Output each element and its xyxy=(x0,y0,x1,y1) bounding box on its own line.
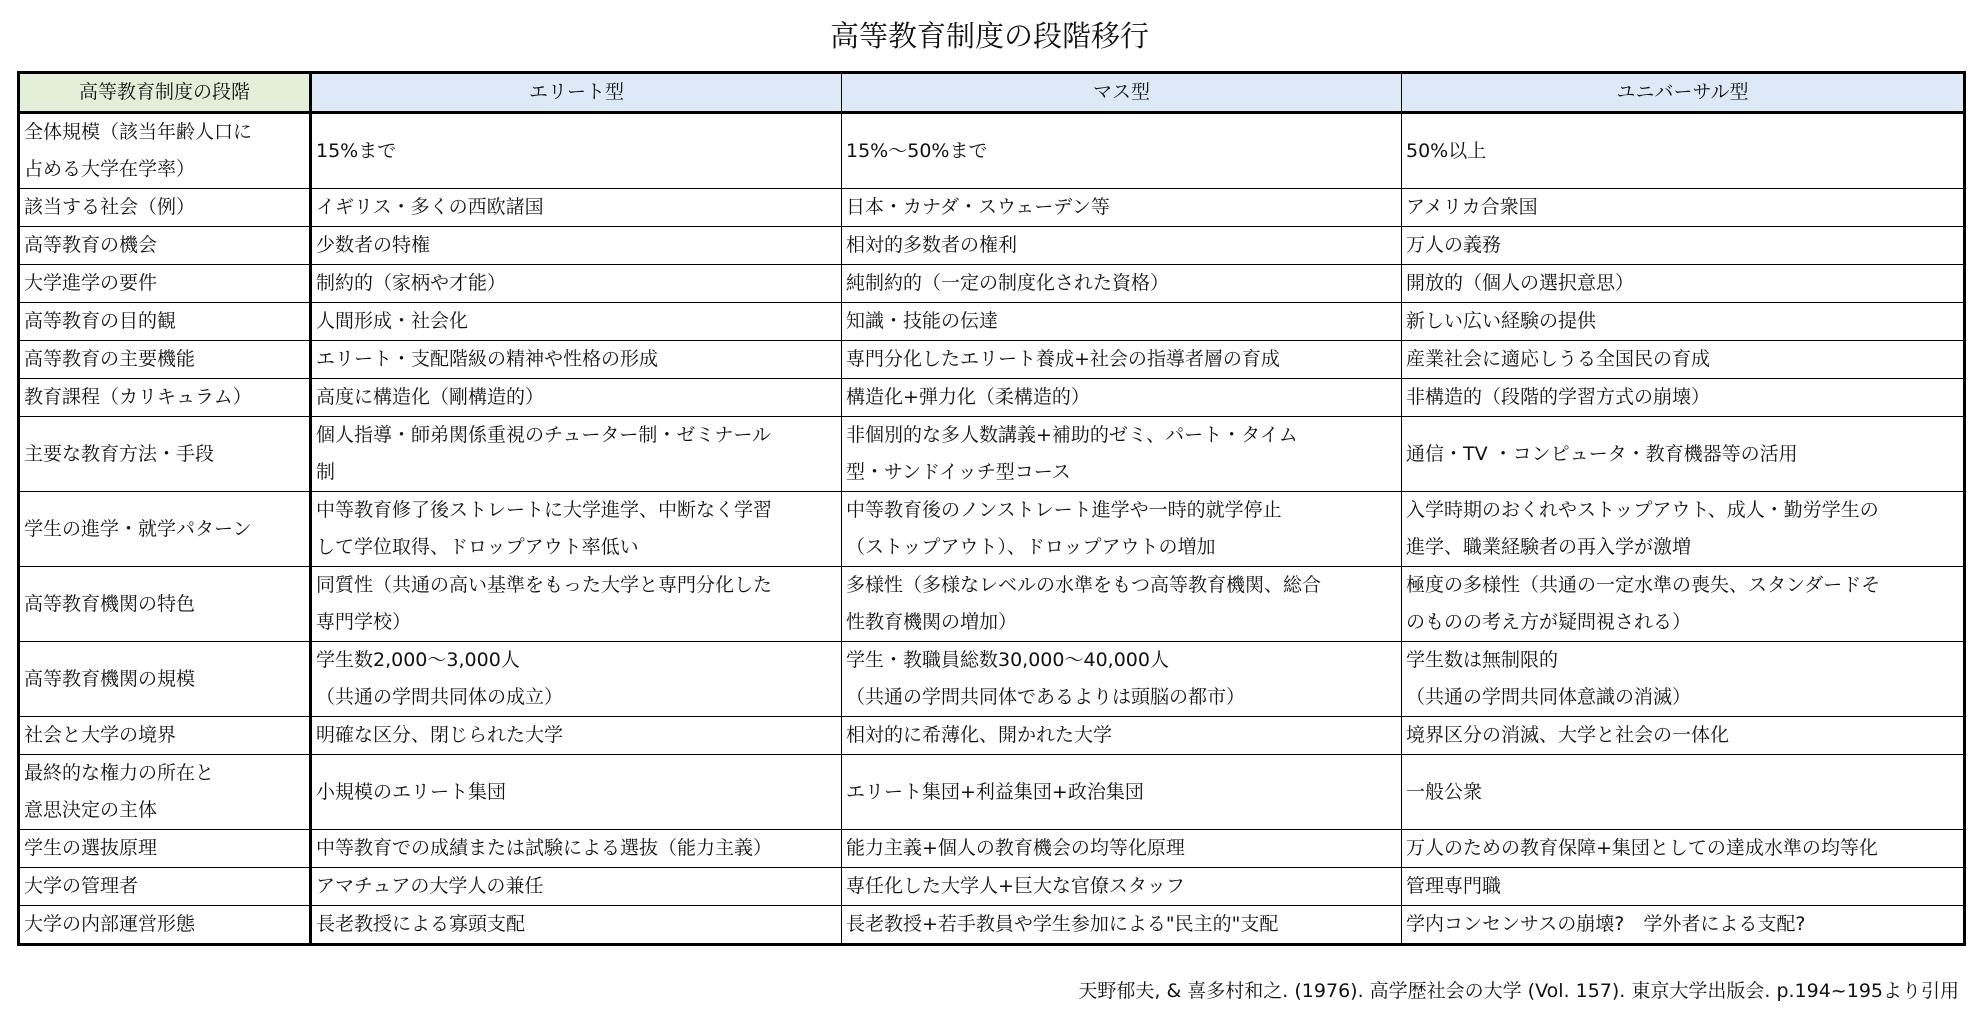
universal-cell: 産業社会に適応しうる全国民の育成 xyxy=(1402,341,1965,379)
page-title: 高等教育制度の段階移行 xyxy=(829,19,1149,53)
elite-cell: 少数者の特権 xyxy=(311,227,842,265)
universal-cell: 一般公衆 xyxy=(1402,755,1965,830)
table-row xyxy=(19,717,1965,755)
row-label: 該当する社会（例） xyxy=(19,189,311,227)
table-row xyxy=(19,830,1965,868)
universal-cell: 入学時期のおくれやストップアウト、成人・勤労学生の 進学、職業経験者の再入学が激増 xyxy=(1402,492,1965,567)
row-label: 大学の管理者 xyxy=(19,868,311,906)
universal-cell: 管理専門職 xyxy=(1402,868,1965,906)
table-row xyxy=(19,642,1965,717)
mass-cell: 構造化+弾力化（柔構造的） xyxy=(842,379,1402,417)
table-header-row xyxy=(19,73,1965,113)
column-header-mass: マス型 xyxy=(842,73,1402,113)
elite-cell: 制約的（家柄や才能） xyxy=(311,265,842,303)
table-row xyxy=(19,189,1965,227)
table-row xyxy=(19,227,1965,265)
elite-cell: 中等教育での成績または試験による選抜（能力主義） xyxy=(311,830,842,868)
row-label: 高等教育の機会 xyxy=(19,227,311,265)
universal-cell: 通信・TV ・コンピュータ・教育機器等の活用 xyxy=(1402,417,1965,492)
mass-cell: 能力主義+個人の教育機会の均等化原理 xyxy=(842,830,1402,868)
elite-cell: 学生数2,000〜3,000人 （共通の学問共同体の成立） xyxy=(311,642,842,717)
row-label: 大学進学の要件 xyxy=(19,265,311,303)
column-header-stage: 高等教育制度の段階 xyxy=(19,73,311,113)
mass-cell: 中等教育後のノンストレート進学や一時的就学停止 （ストップアウト）、ドロップアウトの増加 xyxy=(842,492,1402,567)
elite-cell: エリート・支配階級の精神や性格の形成 xyxy=(311,341,842,379)
mass-cell: 相対的に希薄化、開かれた大学 xyxy=(842,717,1402,755)
elite-cell: アマチュアの大学人の兼任 xyxy=(311,868,842,906)
table-row xyxy=(19,113,1965,189)
universal-cell: 開放的（個人の選択意思） xyxy=(1402,265,1965,303)
table-row xyxy=(19,492,1965,567)
mass-cell: 相対的多数者の権利 xyxy=(842,227,1402,265)
elite-cell: 小規模のエリート集団 xyxy=(311,755,842,830)
row-label: 最終的な権力の所在と 意思決定の主体 xyxy=(19,755,311,830)
table-row xyxy=(19,303,1965,341)
row-label: 高等教育機関の特色 xyxy=(19,567,311,642)
mass-cell: 学生・教職員総数30,000〜40,000人 （共通の学問共同体であるよりは頭脳の都市） xyxy=(842,642,1402,717)
row-label: 教育課程（カリキュラム） xyxy=(19,379,311,417)
universal-cell: 新しい広い経験の提供 xyxy=(1402,303,1965,341)
column-header-universal: ユニバーサル型 xyxy=(1402,73,1965,113)
elite-cell: イギリス・多くの西欧諸国 xyxy=(311,189,842,227)
universal-cell: アメリカ合衆国 xyxy=(1402,189,1965,227)
elite-cell: 同質性（共通の高い基準をもった大学と専門分化した 専門学校） xyxy=(311,567,842,642)
universal-cell: 境界区分の消滅、大学と社会の一体化 xyxy=(1402,717,1965,755)
table-row xyxy=(19,906,1965,945)
education-stages-table xyxy=(17,71,1966,946)
mass-cell: エリート集団+利益集団+政治集団 xyxy=(842,755,1402,830)
mass-cell: 非個別的な多人数講義+補助的ゼミ、パート・タイム 型・サンドイッチ型コース xyxy=(842,417,1402,492)
universal-cell: 非構造的（段階的学習方式の崩壊） xyxy=(1402,379,1965,417)
elite-cell: 中等教育修了後ストレートに大学進学、中断なく学習 して学位取得、ドロップアウト率低い xyxy=(311,492,842,567)
mass-cell: 日本・カナダ・スウェーデン等 xyxy=(842,189,1402,227)
table-row xyxy=(19,868,1965,906)
mass-cell: 長老教授+若手教員や学生参加による"民主的"支配 xyxy=(842,906,1402,945)
elite-cell: 長老教授による寡頭支配 xyxy=(311,906,842,945)
row-label: 学生の選抜原理 xyxy=(19,830,311,868)
mass-cell: 15%〜50%まで xyxy=(842,113,1402,189)
mass-cell: 知識・技能の伝達 xyxy=(842,303,1402,341)
row-label: 主要な教育方法・手段 xyxy=(19,417,311,492)
column-header-elite: エリート型 xyxy=(311,73,842,113)
row-label: 高等教育の目的観 xyxy=(19,303,311,341)
table-row xyxy=(19,755,1965,830)
universal-cell: 極度の多様性（共通の一定水準の喪失、スタンダードそ のものの考え方が疑問視される） xyxy=(1402,567,1965,642)
elite-cell: 個人指導・師弟関係重視のチューター制・ゼミナール 制 xyxy=(311,417,842,492)
mass-cell: 専任化した大学人+巨大な官僚スタッフ xyxy=(842,868,1402,906)
universal-cell: 万人のための教育保障+集団としての達成水準の均等化 xyxy=(1402,830,1965,868)
mass-cell: 専門分化したエリート養成+社会の指導者層の育成 xyxy=(842,341,1402,379)
table-row xyxy=(19,265,1965,303)
row-label: 高等教育の主要機能 xyxy=(19,341,311,379)
elite-cell: 明確な区分、閉じられた大学 xyxy=(311,717,842,755)
table-row xyxy=(19,567,1965,642)
table-row xyxy=(19,379,1965,417)
row-label: 全体規模（該当年齢人口に 占める大学在学率） xyxy=(19,113,311,189)
elite-cell: 15%まで xyxy=(311,113,842,189)
mass-cell: 多様性（多様なレベルの水準をもつ高等教育機関、総合 性教育機関の増加） xyxy=(842,567,1402,642)
elite-cell: 人間形成・社会化 xyxy=(311,303,842,341)
elite-cell: 高度に構造化（剛構造的） xyxy=(311,379,842,417)
citation-text: 天野郁夫, & 喜多村和之. (1976). 高学歴社会の大学 (Vol. 157). 東京大学出版会. p.194~195より引用 xyxy=(1078,980,1959,1002)
row-label: 高等教育機関の規模 xyxy=(19,642,311,717)
mass-cell: 純制約的（一定の制度化された資格） xyxy=(842,265,1402,303)
universal-cell: 万人の義務 xyxy=(1402,227,1965,265)
row-label: 社会と大学の境界 xyxy=(19,717,311,755)
universal-cell: 学内コンセンサスの崩壊? 学外者による支配? xyxy=(1402,906,1965,945)
row-label: 学生の進学・就学パターン xyxy=(19,492,311,567)
universal-cell: 学生数は無制限的 （共通の学問共同体意識の消滅） xyxy=(1402,642,1965,717)
table-row xyxy=(19,341,1965,379)
universal-cell: 50%以上 xyxy=(1402,113,1965,189)
row-label: 大学の内部運営形態 xyxy=(19,906,311,945)
table-row xyxy=(19,417,1965,492)
